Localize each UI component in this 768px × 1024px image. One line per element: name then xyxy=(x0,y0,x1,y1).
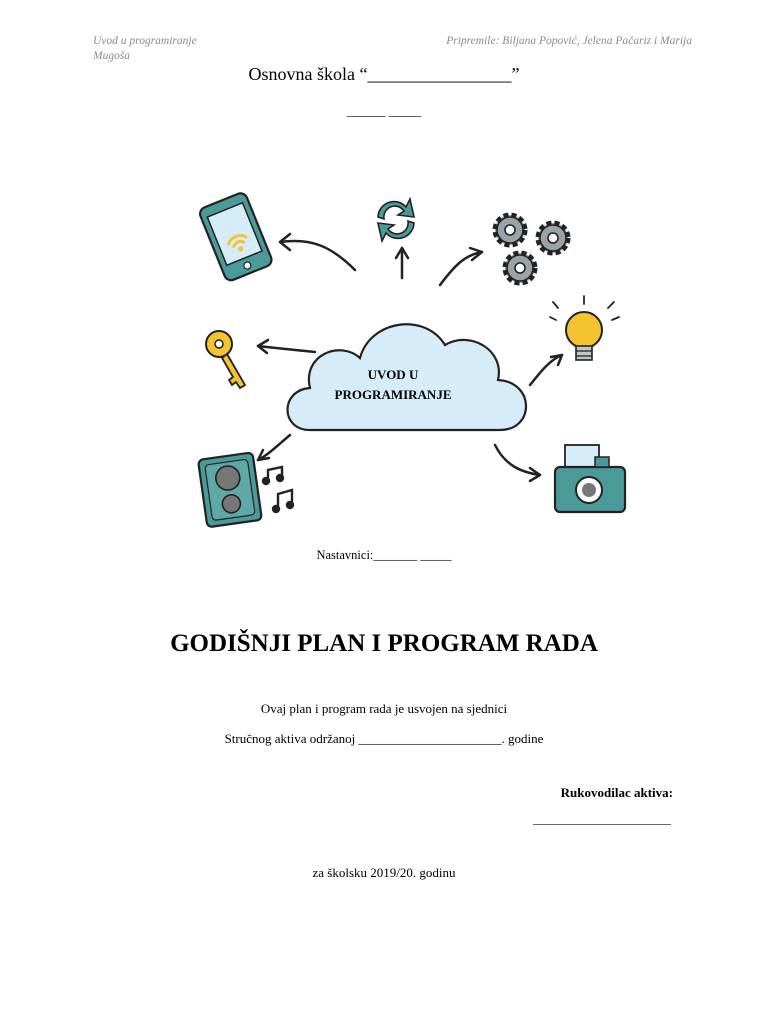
lightbulb-icon xyxy=(550,296,619,360)
adoption-line-1: Ovaj plan i program rada je usvojen na sjednici xyxy=(260,701,508,716)
teachers-line: Nastavnici:_______ _____ xyxy=(316,548,452,562)
leader-signature-line: _______________________ xyxy=(533,812,671,826)
school-year: za školsku 2019/20. godinu xyxy=(312,865,456,880)
adoption-line-2: Stručnog aktiva održanoj ______________________. godine xyxy=(224,731,544,746)
header-right: Pripremile: Biljana Popović, Jelena Pačariz i Marija xyxy=(446,35,692,47)
speaker-icon xyxy=(198,452,262,527)
leader-label: Rukovodilac aktiva: xyxy=(560,785,673,800)
gears-icon xyxy=(495,215,568,283)
page-title: GODIŠNJI PLAN I PROGRAM RADA xyxy=(170,630,598,657)
music-notes-icon xyxy=(263,467,293,512)
cloud-label-line1: UVOD U xyxy=(367,367,419,382)
smartphone-icon xyxy=(198,191,274,282)
cloud-label xyxy=(318,365,468,405)
school-name: Osnovna škola “________________” xyxy=(248,64,520,84)
place-date-line: ______ _____ xyxy=(346,103,422,118)
refresh-icon xyxy=(378,199,414,241)
header-left-line1: Uvod u programiranje xyxy=(93,35,197,47)
key-icon xyxy=(206,331,245,388)
camera-icon xyxy=(555,445,625,512)
cloud-label-line2: PROGRAMIRANJE xyxy=(334,387,452,402)
header-left xyxy=(93,34,197,64)
header-left-line2: Mugoša xyxy=(93,50,131,62)
